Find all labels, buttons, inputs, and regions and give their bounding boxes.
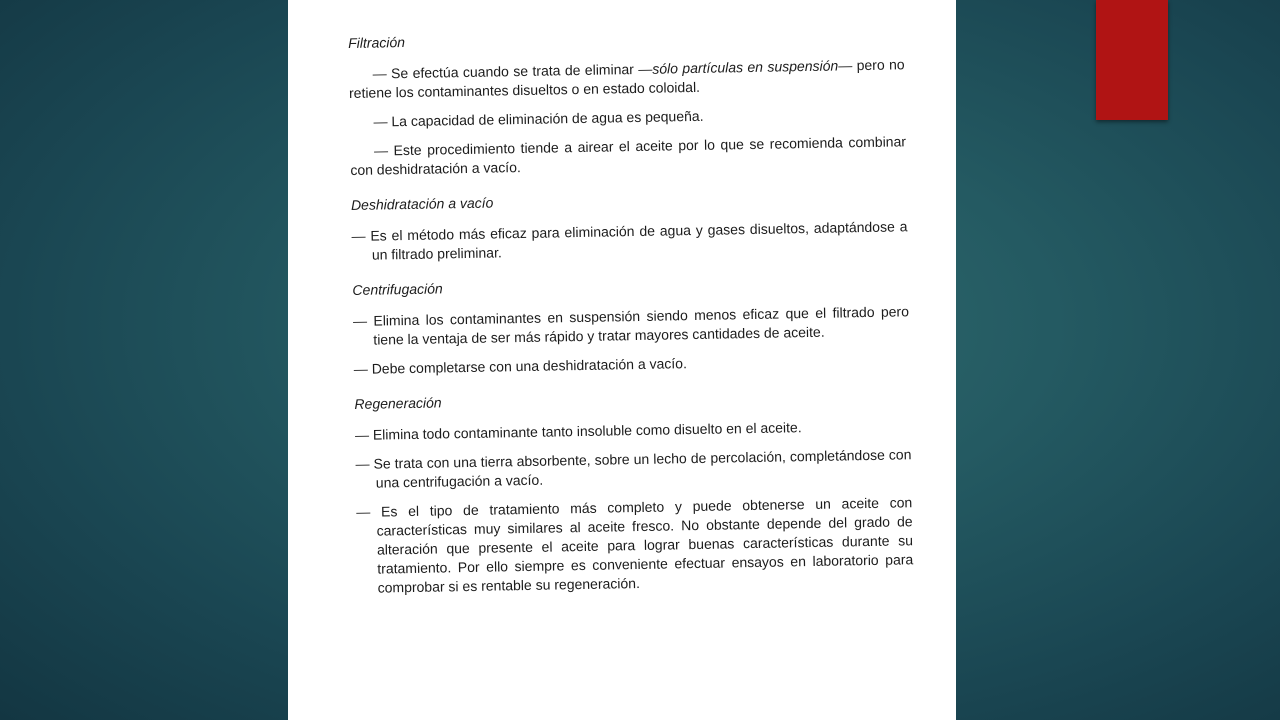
paragraph-centrifugacion-1: — Elimina los contaminantes en suspensión siendo menos eficaz que el filtrado pero tiene la ventaja de ser más rápido y tratar mayores cantidades de aceite. — [352, 303, 910, 348]
text-post: — pero no retiene los contaminantes disueltos o en estado coloidal. — [348, 56, 905, 101]
heading-deshidratacion: Deshidratación a vacío — [350, 194, 494, 213]
accent-bar — [1096, 0, 1168, 120]
paragraph-centrifugacion-2: — Debe completarse con una deshidratación a vacío. — [353, 355, 688, 377]
paragraph-filtracion-1 — [349, 55, 906, 103]
text-pre: — Se efectúa cuando se trata de eliminar — — [372, 60, 653, 82]
scanned-document-page — [288, 0, 956, 720]
paragraph-filtracion-3: — Este procedimiento tiende a airear el aceite por lo que se recomienda combinar con deshidratación a vacío. — [350, 133, 907, 178]
paragraph-filtracion-2: — La capacidad de eliminación de agua es pequeña. — [373, 107, 704, 130]
document-content — [348, 24, 914, 608]
heading-centrifugacion: Centrifugación — [352, 280, 443, 298]
heading-filtracion: Filtración — [348, 34, 406, 51]
paragraph-regeneracion-1: — Elimina todo contaminante tanto insoluble como disuelto en el aceite. — [354, 419, 802, 443]
heading-regeneracion: Regeneración — [354, 394, 442, 412]
paragraph-regeneracion-2: — Se trata con una tierra absorbente, sobre un lecho de percolación, completándose con una centrifugación a vacío. — [355, 446, 912, 491]
paragraph-deshidratacion-1: — Es el método más eficaz para eliminación de agua y gases disueltos, adaptándose a un filtrado preliminar. — [351, 218, 908, 263]
paragraph-regeneracion-3: — Es el tipo de tratamiento más completo y puede obtenerse un aceite con características muy similares al aceite fresco. No obstante depende del grado de alteración que presente el aceite para lograr buenas características durante su tratamiento. Por ello siempre es conveniente efectuar ensayos en laboratorio para comprobar si es rentable su regeneración. — [356, 494, 914, 596]
text-emphasis: sólo partículas en suspensión — [652, 57, 839, 77]
